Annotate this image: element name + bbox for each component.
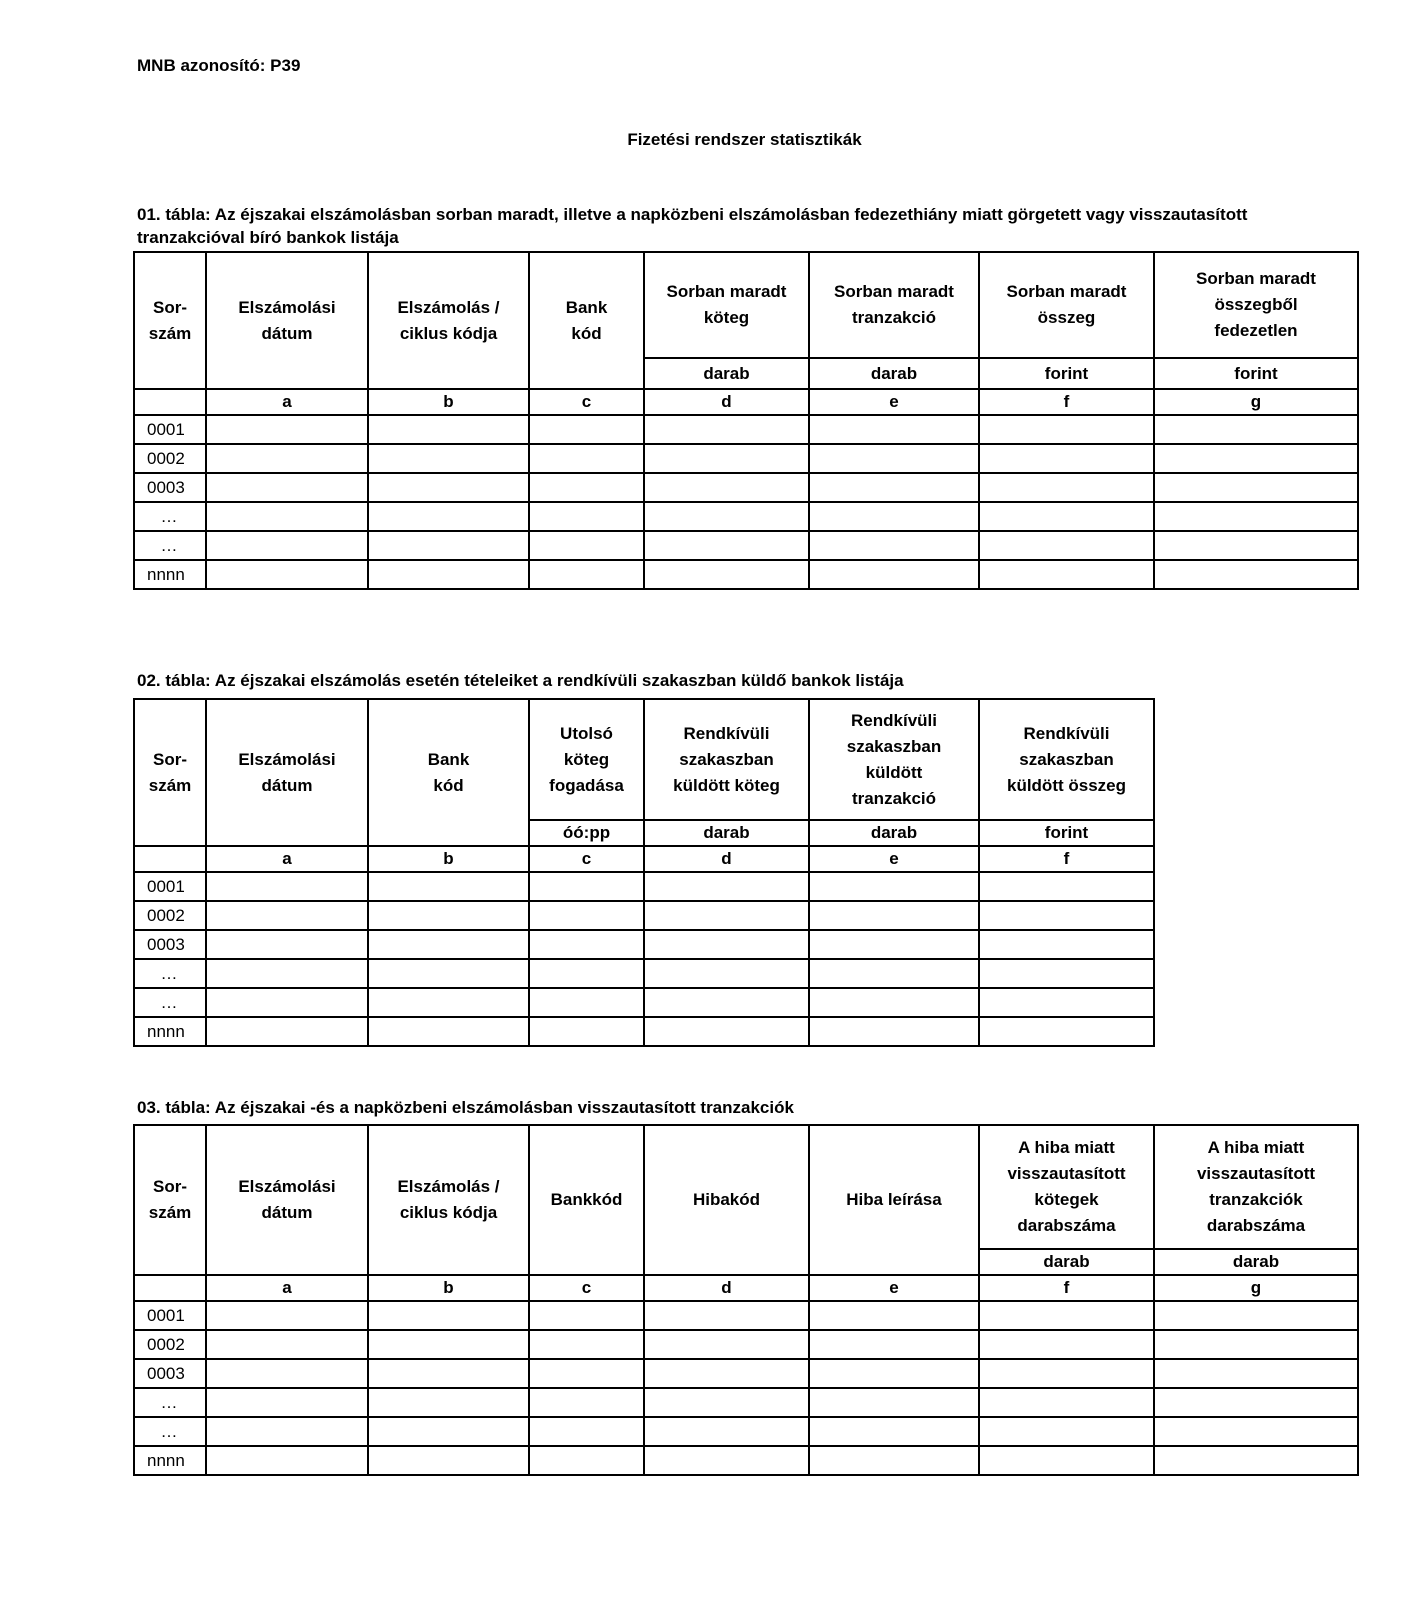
table2-caption: 02. tábla: Az éjszakai elszámolás esetén tételeiket a rendkívüli szakaszban küldő bankok listája: [137, 671, 904, 690]
table1-header-g: Sorban maradt összegből fedezetlen: [1154, 252, 1358, 358]
table2-header-c: Utolsó köteg fogadása: [529, 699, 644, 820]
data-cell[interactable]: [1154, 473, 1358, 502]
data-cell[interactable]: [368, 1017, 529, 1046]
data-cell[interactable]: [368, 930, 529, 959]
table1-header-a: Elszámolási dátum: [206, 252, 368, 389]
table2-header-a: Elszámolási dátum: [206, 699, 368, 846]
row-number: nnnn: [134, 1446, 206, 1475]
data-cell[interactable]: [979, 560, 1154, 589]
row-number: …: [134, 1388, 206, 1417]
data-cell[interactable]: [206, 1017, 368, 1046]
data-cell[interactable]: [644, 988, 809, 1017]
data-cell[interactable]: [206, 415, 368, 444]
data-cell[interactable]: [529, 531, 644, 560]
table3-header-c: Bankkód: [529, 1125, 644, 1275]
data-cell[interactable]: [644, 930, 809, 959]
data-cell[interactable]: [979, 1446, 1154, 1475]
table-row: [134, 560, 1358, 589]
table3-caption: 03. tábla: Az éjszakai -és a napközbeni elszámolásban visszautasított tranzakciók: [137, 1098, 794, 1117]
data-cell[interactable]: [368, 1301, 529, 1330]
data-cell[interactable]: [529, 560, 644, 589]
data-cell[interactable]: [206, 560, 368, 589]
table3-header-f: A hiba miatt visszautasított kötegek darabszáma: [979, 1125, 1154, 1249]
table2-header-d: Rendkívüli szakaszban küldött köteg: [644, 699, 809, 820]
data-cell[interactable]: [1154, 1388, 1358, 1417]
mnb-identifier: MNB azonosító: P39: [137, 56, 301, 75]
data-cell[interactable]: [809, 502, 979, 531]
table3-letter-d: d: [644, 1275, 809, 1301]
row-number: …: [134, 531, 206, 560]
data-cell[interactable]: [979, 1417, 1154, 1446]
row-number: 0003: [134, 1359, 206, 1388]
table2-unit-c: óó:pp: [529, 820, 644, 846]
data-cell[interactable]: [979, 444, 1154, 473]
row-number: 0002: [134, 444, 206, 473]
table1-header-sorszam: Sor-szám: [134, 252, 206, 389]
data-cell[interactable]: [644, 1388, 809, 1417]
page-title: Fizetési rendszer statisztikák: [627, 130, 862, 149]
data-cell[interactable]: [368, 988, 529, 1017]
data-cell[interactable]: [206, 1417, 368, 1446]
data-cell[interactable]: [206, 1388, 368, 1417]
data-cell[interactable]: [529, 1301, 644, 1330]
data-cell[interactable]: [368, 502, 529, 531]
table2-letter-a: a: [206, 846, 368, 872]
data-cell[interactable]: [529, 1359, 644, 1388]
table1-letter-f: f: [979, 389, 1154, 415]
data-cell[interactable]: [529, 415, 644, 444]
data-cell[interactable]: [644, 1301, 809, 1330]
data-cell[interactable]: [1154, 1446, 1358, 1475]
data-cell[interactable]: [644, 502, 809, 531]
data-cell[interactable]: [368, 1388, 529, 1417]
data-cell[interactable]: [529, 1330, 644, 1359]
data-cell[interactable]: [644, 901, 809, 930]
data-cell[interactable]: [206, 930, 368, 959]
data-cell[interactable]: [979, 872, 1154, 901]
table2-unit-f: forint: [979, 820, 1154, 846]
table-row: [134, 1017, 1154, 1046]
table2-letter-b: b: [368, 846, 529, 872]
data-cell[interactable]: [1154, 502, 1358, 531]
table2-letter-d: d: [644, 846, 809, 872]
data-cell[interactable]: [644, 1017, 809, 1046]
data-cell[interactable]: [979, 415, 1154, 444]
table2-letter-c: c: [529, 846, 644, 872]
table1-header-f: Sorban maradt összeg: [979, 252, 1154, 358]
table3-header-a: Elszámolási dátum: [206, 1125, 368, 1275]
row-number: …: [134, 988, 206, 1017]
table1-header-b: Elszámolás / ciklus kódja: [368, 252, 529, 389]
table-row: [134, 531, 1358, 560]
data-cell[interactable]: [206, 901, 368, 930]
table-row: [134, 415, 1358, 444]
data-cell[interactable]: [979, 1388, 1154, 1417]
table2-unit-d: darab: [644, 820, 809, 846]
table-row: [134, 444, 1358, 473]
data-cell[interactable]: [1154, 415, 1358, 444]
data-cell[interactable]: [809, 444, 979, 473]
table2-letter-empty: [134, 846, 206, 872]
table-row: [134, 1330, 1358, 1359]
data-cell[interactable]: [1154, 560, 1358, 589]
data-cell[interactable]: [206, 473, 368, 502]
table3-unit-f: darab: [979, 1249, 1154, 1275]
table1-letter-d: d: [644, 389, 809, 415]
data-cell[interactable]: [529, 473, 644, 502]
table3: [133, 1124, 1359, 1476]
data-cell[interactable]: [1154, 1330, 1358, 1359]
data-cell[interactable]: [809, 1301, 979, 1330]
table-row: [134, 959, 1154, 988]
data-cell[interactable]: [368, 473, 529, 502]
table1-letter-empty: [134, 389, 206, 415]
row-number: 0002: [134, 901, 206, 930]
data-cell[interactable]: [206, 988, 368, 1017]
data-cell[interactable]: [368, 959, 529, 988]
table3-header-sorszam: Sor-szám: [134, 1125, 206, 1275]
table3-header-b: Elszámolás / ciklus kódja: [368, 1125, 529, 1275]
row-number: …: [134, 959, 206, 988]
data-cell[interactable]: [644, 444, 809, 473]
data-cell[interactable]: [979, 959, 1154, 988]
data-cell[interactable]: [644, 415, 809, 444]
data-cell[interactable]: [979, 901, 1154, 930]
table1-header-e: Sorban maradt tranzakció: [809, 252, 979, 358]
data-cell[interactable]: [368, 901, 529, 930]
table2: [133, 698, 1155, 1047]
data-cell[interactable]: [809, 930, 979, 959]
data-cell[interactable]: [979, 930, 1154, 959]
data-cell[interactable]: [368, 444, 529, 473]
data-cell[interactable]: [206, 1301, 368, 1330]
data-cell[interactable]: [979, 1017, 1154, 1046]
data-cell[interactable]: [1154, 444, 1358, 473]
data-cell[interactable]: [644, 531, 809, 560]
data-cell[interactable]: [644, 560, 809, 589]
data-cell[interactable]: [529, 930, 644, 959]
table1-header-c: Bank kód: [529, 252, 644, 389]
data-cell[interactable]: [206, 1330, 368, 1359]
table1-header-d: Sorban maradt köteg: [644, 252, 809, 358]
data-cell[interactable]: [368, 1330, 529, 1359]
data-cell[interactable]: [1154, 1301, 1358, 1330]
data-cell[interactable]: [206, 1446, 368, 1475]
data-cell[interactable]: [809, 988, 979, 1017]
table3-letter-b: b: [368, 1275, 529, 1301]
row-number: 0003: [134, 473, 206, 502]
row-number: …: [134, 1417, 206, 1446]
table1-unit-g: forint: [1154, 358, 1358, 389]
table1-letter-b: b: [368, 389, 529, 415]
data-cell[interactable]: [529, 1388, 644, 1417]
data-cell[interactable]: [809, 959, 979, 988]
table-row: [134, 1301, 1358, 1330]
table2-header-b: Bank kód: [368, 699, 529, 846]
row-number: 0003: [134, 930, 206, 959]
data-cell[interactable]: [979, 988, 1154, 1017]
table3-unit-g: darab: [1154, 1249, 1358, 1275]
table3-letter-g: g: [1154, 1275, 1358, 1301]
table3-letter-c: c: [529, 1275, 644, 1301]
table3-header-d: Hibakód: [644, 1125, 809, 1275]
data-cell[interactable]: [368, 872, 529, 901]
data-cell[interactable]: [809, 415, 979, 444]
data-cell[interactable]: [206, 1359, 368, 1388]
data-cell[interactable]: [809, 1388, 979, 1417]
table3-letter-f: f: [979, 1275, 1154, 1301]
data-cell[interactable]: [644, 1359, 809, 1388]
table-row: [134, 1446, 1358, 1475]
table-row: [134, 1359, 1358, 1388]
table1-letter-g: g: [1154, 389, 1358, 415]
data-cell[interactable]: [529, 1017, 644, 1046]
table1-letter-c: c: [529, 389, 644, 415]
data-cell[interactable]: [368, 1359, 529, 1388]
data-cell[interactable]: [1154, 531, 1358, 560]
row-number: 0001: [134, 1301, 206, 1330]
table2-letter-e: e: [809, 846, 979, 872]
data-cell[interactable]: [368, 531, 529, 560]
data-cell[interactable]: [644, 1330, 809, 1359]
data-cell[interactable]: [809, 1417, 979, 1446]
data-cell[interactable]: [809, 1017, 979, 1046]
data-cell[interactable]: [368, 1446, 529, 1475]
table-row: [134, 473, 1358, 502]
data-cell[interactable]: [529, 872, 644, 901]
data-cell[interactable]: [368, 1417, 529, 1446]
data-cell[interactable]: [644, 959, 809, 988]
data-cell[interactable]: [809, 872, 979, 901]
data-cell[interactable]: [809, 473, 979, 502]
data-cell[interactable]: [368, 415, 529, 444]
data-cell[interactable]: [206, 959, 368, 988]
data-cell[interactable]: [529, 988, 644, 1017]
data-cell[interactable]: [809, 1359, 979, 1388]
data-cell[interactable]: [1154, 1417, 1358, 1446]
table1-unit-e: darab: [809, 358, 979, 389]
table-row: [134, 1388, 1358, 1417]
table3-header-e: Hiba leírása: [809, 1125, 979, 1275]
table3-letter-a: a: [206, 1275, 368, 1301]
table1-letter-e: e: [809, 389, 979, 415]
data-cell[interactable]: [1154, 1359, 1358, 1388]
table3-header-g: A hiba miatt visszautasított tranzakciók darabszáma: [1154, 1125, 1358, 1249]
table1-unit-f: forint: [979, 358, 1154, 389]
data-cell[interactable]: [644, 1446, 809, 1475]
data-cell[interactable]: [809, 1446, 979, 1475]
data-cell[interactable]: [979, 1301, 1154, 1330]
data-cell[interactable]: [979, 1330, 1154, 1359]
data-cell[interactable]: [644, 1417, 809, 1446]
row-number: 0002: [134, 1330, 206, 1359]
table3-letter-e: e: [809, 1275, 979, 1301]
table-row: [134, 901, 1154, 930]
data-cell[interactable]: [979, 473, 1154, 502]
row-number: 0001: [134, 415, 206, 444]
data-cell[interactable]: [206, 444, 368, 473]
data-cell[interactable]: [529, 901, 644, 930]
table2-header-e: Rendkívüli szakaszban küldött tranzakció: [809, 699, 979, 820]
table1-letter-a: a: [206, 389, 368, 415]
data-cell[interactable]: [809, 1330, 979, 1359]
table-row: [134, 502, 1358, 531]
table3-letter-empty: [134, 1275, 206, 1301]
table1-unit-d: darab: [644, 358, 809, 389]
row-number: nnnn: [134, 560, 206, 589]
table1: [133, 251, 1359, 590]
table-row: [134, 930, 1154, 959]
data-cell[interactable]: [809, 531, 979, 560]
data-cell[interactable]: [206, 531, 368, 560]
table2-unit-e: darab: [809, 820, 979, 846]
data-cell[interactable]: [979, 531, 1154, 560]
data-cell[interactable]: [529, 1446, 644, 1475]
row-number: nnnn: [134, 1017, 206, 1046]
data-cell[interactable]: [529, 1417, 644, 1446]
table2-letter-f: f: [979, 846, 1154, 872]
data-cell[interactable]: [529, 959, 644, 988]
data-cell[interactable]: [206, 872, 368, 901]
data-cell[interactable]: [979, 1359, 1154, 1388]
data-cell[interactable]: [529, 502, 644, 531]
table1-caption: 01. tábla: Az éjszakai elszámolásban sorban maradt, illetve a napközbeni elszámolásban fedezethiány miatt görgetett vagy visszautasított tranzakcióval bíró bankok listája: [137, 205, 1248, 247]
data-cell[interactable]: [206, 502, 368, 531]
table2-header-sorszam: Sor-szám: [134, 699, 206, 846]
data-cell[interactable]: [809, 901, 979, 930]
table-row: [134, 1417, 1358, 1446]
data-cell[interactable]: [368, 560, 529, 589]
data-cell[interactable]: [644, 872, 809, 901]
table2-header-f: Rendkívüli szakaszban küldött összeg: [979, 699, 1154, 820]
row-number: 0001: [134, 872, 206, 901]
row-number: …: [134, 502, 206, 531]
data-cell[interactable]: [644, 473, 809, 502]
data-cell[interactable]: [529, 444, 644, 473]
data-cell[interactable]: [979, 502, 1154, 531]
table-row: [134, 872, 1154, 901]
table-row: [134, 988, 1154, 1017]
data-cell[interactable]: [809, 560, 979, 589]
